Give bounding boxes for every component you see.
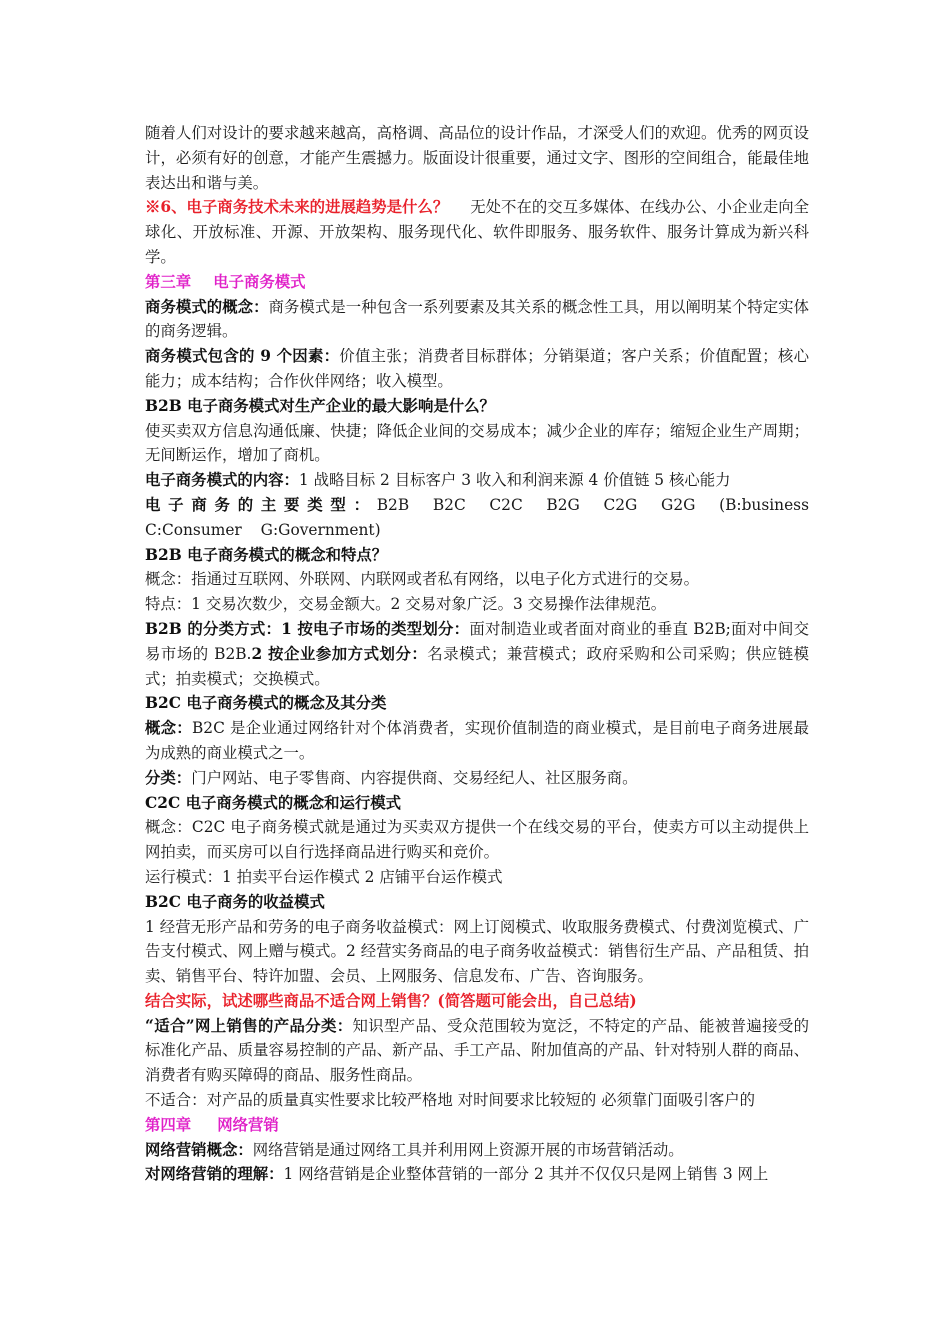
chapter-4-number: 第四章 (145, 1115, 192, 1134)
ec-types-text: B2B B2C C2C B2G C2G G2G (B:business C:Consumer G:Government) (145, 495, 809, 539)
network-marketing-concept-label: 网络营销概念： (145, 1140, 253, 1159)
c2c-title: C2C 电子商务模式的概念和运行模式 (145, 793, 402, 812)
b2b-class-text-2: 名录模式；兼营模式；政府采购和公司采购；供应链模式；拍卖模式；交换模式。 (145, 644, 809, 688)
b2b-impact-title: B2B 电子商务模式对生产企业的最大影响是什么？ (145, 396, 495, 415)
question-6 (145, 195, 809, 269)
business-model-factors (145, 344, 809, 394)
unsuitable-question: 结合实际，试述哪些商品不适合网上销售？(简答题可能会出，自己总结) (145, 991, 637, 1010)
business-model-factors-label: 商务模式包含的 9 个因素： (145, 347, 340, 366)
ec-content-label: 电子商务模式的内容： (145, 471, 299, 490)
b2b-concept-title: B2B 电子商务模式的概念和特点？ (145, 545, 388, 564)
suitable-products-label: “适合”网上销售的产品分类： (145, 1016, 353, 1035)
business-model-concept (145, 295, 809, 345)
question-6-answer: 无处不在的交互多媒体、在线办公、小企业走向全球化、开放标准、开源、开放架构、服务现代化、软件即服务、服务软件、服务计算成为新兴科学。 (145, 198, 809, 266)
business-model-factors-text: 价值主张；消费者目标群体；分销渠道；客户关系；价值配置；核心能力；成本结构；合作伙伴网络；收入模型。 (145, 347, 809, 390)
b2c-classification (145, 766, 809, 791)
question-6-title: ※6、电子商务技术未来的进展趋势是什么？ (145, 198, 449, 217)
b2c-concept-text: B2C 是企业通过网络针对个体消费者，实现价值制造的商业模式，是目前电子商务进展最为成熟的商业模式之一。 (145, 719, 809, 762)
business-model-concept-text: 商务模式是一种包含一系列要素及其关系的概念性工具，用以阐明某个特定实体的商务逻辑。 (145, 297, 809, 341)
intro-paragraph: 随着人们对设计的要求越来越高，高格调、高品位的设计作品，才深受人们的欢迎。优秀的网页设计，必须有好的创意，才能产生震撼力。版面设计很重要，通过文字、图形的空间组合，能最佳地表达出和谐与美。 (145, 124, 809, 192)
b2b-features-text: 特点：1 交易次数少，交易金额大。2 交易对象广泛。3 交易操作法律规范。 (145, 595, 667, 614)
network-marketing-understanding (145, 1162, 809, 1187)
b2b-impact-text: 使买卖双方信息沟通低廉、快捷；降低企业间的交易成本；减少企业的库存；缩短企业生产周期；无间断运作，增加了商机。 (145, 421, 809, 465)
network-marketing-concept-text: 网络营销是通过网络工具并利用网上资源开展的市场营销活动。 (252, 1140, 684, 1159)
network-marketing-concept (145, 1138, 809, 1163)
b2c-class-label: 分类： (145, 768, 192, 787)
chapter-3-title: 电子商务模式 (213, 272, 306, 291)
b2b-class-label-1: B2B 的分类方式：1 按电子市场的类型划分： (145, 619, 470, 638)
ec-types-label: 电子商务的主要类型： (145, 495, 377, 514)
ec-content-text: 1 战略目标 2 目标客户 3 收入和利润来源 4 价值链 5 核心能力 (298, 471, 731, 490)
chapter-4-title: 网络营销 (217, 1115, 279, 1134)
chapter-3-heading (145, 270, 809, 295)
b2c-title: B2C 电子商务模式的概念及其分类 (145, 694, 387, 713)
network-marketing-understanding-text: 1 网络营销是企业整体营销的一部分 2 其并不仅仅只是网上销售 3 网上 (283, 1165, 769, 1184)
suitable-products-text: 知识型产品、受众范围较为宽泛，不特定的产品、能被普遍接受的标准化产品、质量容易控制的产品、新产品、手工产品、附加值高的产品、针对特别人群的商品、消费者有购买障碍的商品、服务性商品。 (145, 1016, 809, 1085)
chapter-3-number: 第三章 (145, 272, 192, 291)
c2c-operation: 运行模式：1 拍卖平台运作模式 2 店铺平台运作模式 (145, 867, 503, 886)
b2b-class-text-1: 面对制造业或者面对商业的垂直 B2B;面对中间交易市场的 B2B. (145, 619, 809, 663)
b2b-concept-text: 概念：指通过互联网、外联网、内联网或者私有网络，以电子化方式进行的交易。 (145, 570, 700, 589)
b2b-classification (145, 617, 809, 691)
document-page (145, 121, 809, 1187)
unsuitable-products: 不适合：对产品的质量真实性要求比较严格地 对时间要求比较短的 必须靠门面吸引客户的 (145, 1091, 756, 1110)
c2c-concept: 概念：C2C 电子商务模式就是通过为买卖双方提供一个在线交易的平台，使卖方可以主动提供上网拍卖，而买房可以自行选择商品进行购买和竞价。 (145, 818, 809, 862)
b2c-concept (145, 716, 809, 766)
b2c-class-text: 门户网站、电子零售商、内容提供商、交易经纪人、社区服务商。 (191, 768, 638, 787)
ec-types (145, 493, 809, 543)
suitable-products (145, 1014, 809, 1088)
business-model-concept-label: 商务模式的概念： (145, 297, 269, 316)
b2c-concept-label: 概念： (145, 719, 192, 738)
network-marketing-understanding-label: 对网络营销的理解： (145, 1165, 284, 1184)
b2c-revenue-title: B2C 电子商务的收益模式 (145, 892, 325, 911)
chapter-4-heading (145, 1113, 809, 1138)
ec-content (145, 468, 809, 493)
b2c-revenue-text: 1 经营无形产品和劳务的电子商务收益模式：网上订阅模式、收取服务费模式、付费浏览模式、广告支付模式、网上赠与模式。2 经营实务商品的电子商务收益模式：销售衍生产品、产品租赁、拍卖、销售平台、特许加盟、会员、上网服务、信息发布、广告、咨询服务。 (145, 917, 809, 986)
b2b-class-label-2: 2 按企业参加方式划分： (251, 644, 428, 663)
